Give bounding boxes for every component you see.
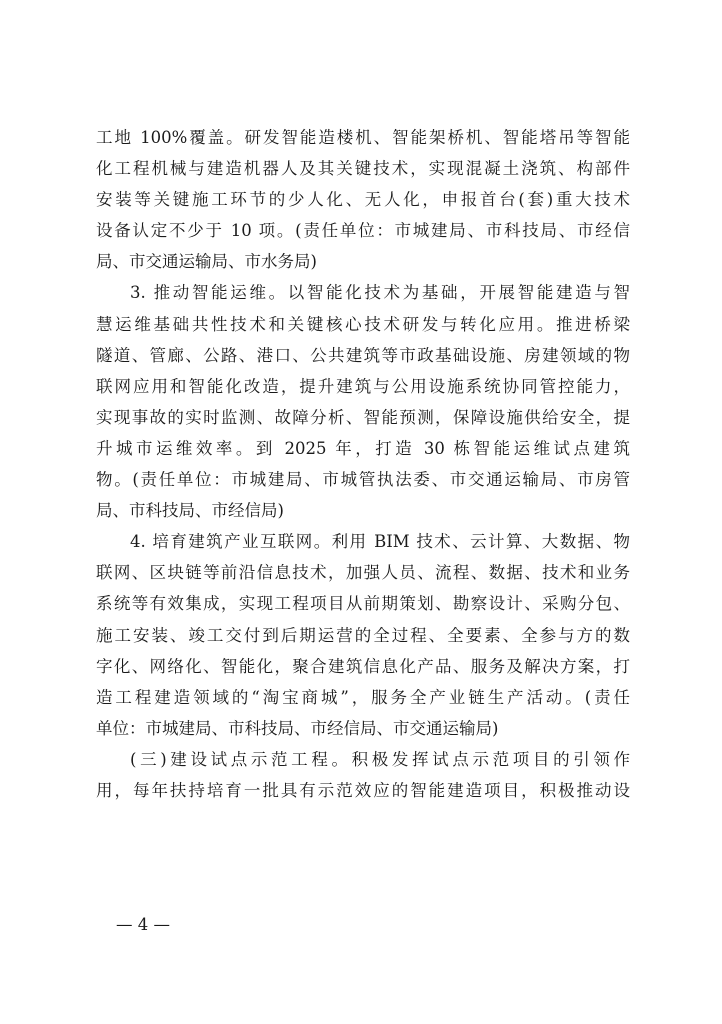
text-line: 施工安装、竣工交付到后期运营的全过程、全要素、全参与方的数: [96, 625, 630, 645]
text-line: 升城市运维效率。到 2025 年，打造 30 栋智能运维试点建筑: [96, 438, 630, 458]
text-line: 联网、区块链等前沿信息技术，加强人员、流程、数据、技术和业务: [96, 563, 630, 583]
text-line: 用，每年扶持培育一批具有示范效应的智能建造项目，积极推动设: [96, 780, 630, 800]
body-text: [96, 122, 630, 806]
text-line: 局、市科技局、市经信局): [96, 501, 284, 521]
text-line: 单位：市城建局、市科技局、市经信局、市交通运输局): [96, 718, 499, 738]
text-line: 联网应用和智能化改造，提升建筑与公用设施系统协同管控能力，: [96, 376, 630, 396]
text-line: 安装等关键施工环节的少人化、无人化，申报首台(套)重大技术: [96, 190, 630, 210]
text-line: 系统等有效集成，实现工程项目从前期策划、勘察设计、采购分包、: [96, 594, 630, 614]
text-line: 3. 推动智能运维。以智能化技术为基础，开展智能建造与智: [130, 283, 630, 303]
text-line: 物。(责任单位：市城建局、市城管执法委、市交通运输局、市房管: [96, 470, 630, 490]
text-line: 慧运维基础共性技术和关键核心技术研发与转化应用。推进桥梁: [96, 314, 630, 334]
text-line: 字化、网络化、智能化，聚合建筑信息化产品、服务及解决方案，打: [96, 656, 630, 676]
text-line: 隧道、管廊、公路、港口、公共建筑等市政基础设施、房建领域的物: [96, 345, 630, 365]
text-line: 设备认定不少于 10 项。(责任单位：市城建局、市科技局、市经信: [96, 221, 630, 241]
page-number: — 4 —: [116, 915, 170, 934]
text-line: 造工程建造领域的“淘宝商城”，服务全产业链生产活动。(责任: [96, 687, 630, 707]
text-line: (三)建设试点示范工程。积极发挥试点示范项目的引领作: [130, 749, 630, 769]
text-line: 实现事故的实时监测、故障分析、智能预测，保障设施供给安全，提: [96, 407, 630, 427]
text-line: 化工程机械与建造机器人及其关键技术，实现混凝土浇筑、构部件: [96, 159, 630, 179]
text-line: 工地 100%覆盖。研发智能造楼机、智能架桥机、智能塔吊等智能: [96, 128, 630, 147]
text-line: 局、市交通运输局、市水务局): [96, 252, 317, 272]
text-line: 4. 培育建筑产业互联网。利用 BIM 技术、云计算、大数据、物: [130, 532, 630, 552]
